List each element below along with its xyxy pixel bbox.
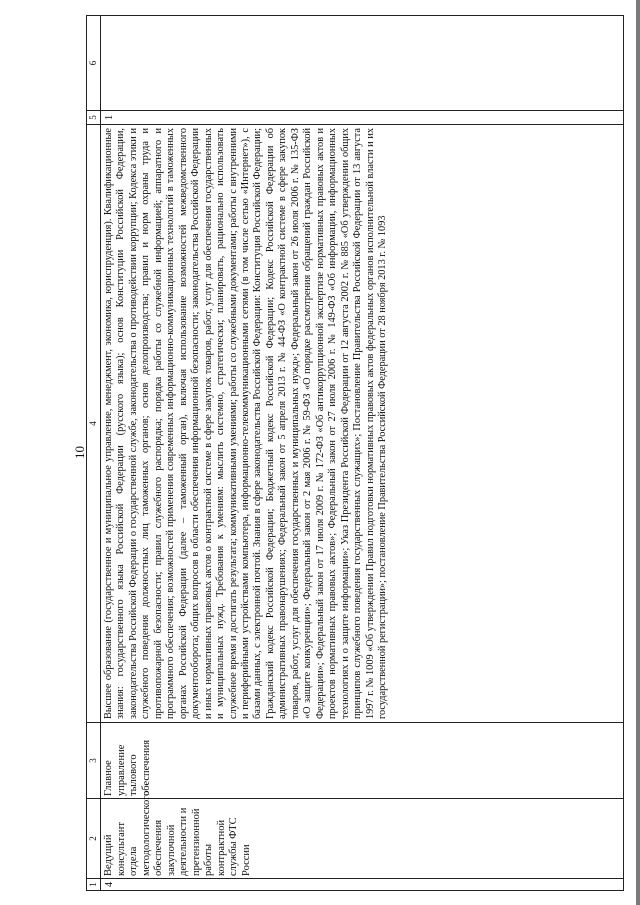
column-header: 3 [87,723,101,799]
column-header: 6 [87,16,101,111]
requirements-table [86,15,624,891]
column-header: 1 [87,879,101,891]
column-5-value: 1 [101,111,624,125]
row-number: 4 [101,879,624,891]
column-header: 4 [87,125,101,723]
position-title-text: Ведущий консультант отдела методологического обеспечения закупочной деятельности и претензионной работы контрактной службы ФТС России [103,790,252,876]
requirements-cell [101,125,624,723]
column-header: 2 [87,799,101,879]
column-header: 5 [87,111,101,125]
position-title [101,790,624,879]
page-number: 10 [72,446,87,459]
table-row [101,16,624,891]
category-text: Главное управление тылового обеспечения [103,739,152,796]
requirements-text: Высшее образование (государственное и муниципальное управление, менеджмент, экономика, юриспруденция). Квалификационные знания: государственного языка Российской Федерации (русского языка); основ Конституции Российской Федерации, законодательства Российской Федерации о государственной службе, законодательства о противодействии коррупции; Кодекса этики и служебного поведения должностных лиц таможенных органов; основ делопроизводства; правил и норм охраны труда и противопожарной безопасности; правил служебного распорядка; порядка работы со служебной информацией; аппаратного и программного обеспечения; возможностей применения современных информационно-коммуникационных технологий в таможенных органах Российской Федерации (далее – таможенный орган), включая использование возможностей межведомственного документооборота; общих вопросов в области обеспечения информационной безопасности; законодательства Российской Федерации и иных нормативных правовых актов о контрактной системе в сфере закупок товаров, работ, услуг для обеспечения государственных и муниципальных нужд. Требования к умениям: мыслить системно, стратегически; планировать, рационально использовать служебное время и достигать результата; коммуникативными умениями; работы со служебными документами; работы с внутренними и периферийными устройствами компьютера, информационно-телекоммуникационными сетями (в том числе сетью «Интернет»), с базами данных, с электронной почтой. Знания в сфере законодательства Российской Федерации: Конституция Российской Федерации; Гражданский кодекс Российской Федерации; Бюджетный кодекс Российской Федерации; Кодекс Российской Федерации об административных правонарушениях; Федеральный закон от 5 апреля 2013 г. № 44-ФЗ «О контрактной системе в сфере закупок товаров, работ, услуг для обеспечения государственных и муниципальных нужд»; Федеральный закон от 26 июля 2006 г. № 135-ФЗ «О защите конкуренции»; Федеральный закон от 2 мая 2006 г. № 59-ФЗ «О порядке рассмотрения обращений граждан Российской Федерации»; Федеральный закон от 17 июля 2009 г. № 172-ФЗ «Об антикоррупционной экспертизе нормативных правовых актов и проектов нормативных правовых актов»; Федеральный закон от 27 июля 2006 г. № 149-ФЗ «Об информации, информационных технологиях и о защите информации»; Указ Президента Российской Федерации от 12 августа 2002 г. № 885 «Об утверждении общих принципов служебного поведения государственных служащих»; Постановление Правительства Российской Федерации от 13 августа 1997 г. № 1009 «Об утверждении Правил подготовки нормативных правовых актов федеральных органов исполнительной власти и их государственной регистрации»; постановление Правительства Российской Федерации от 28 ноября 2013 г. № 1093 [103,128,388,719]
column-6-value [101,16,624,111]
category-cell [101,723,624,799]
header-row [87,16,101,891]
